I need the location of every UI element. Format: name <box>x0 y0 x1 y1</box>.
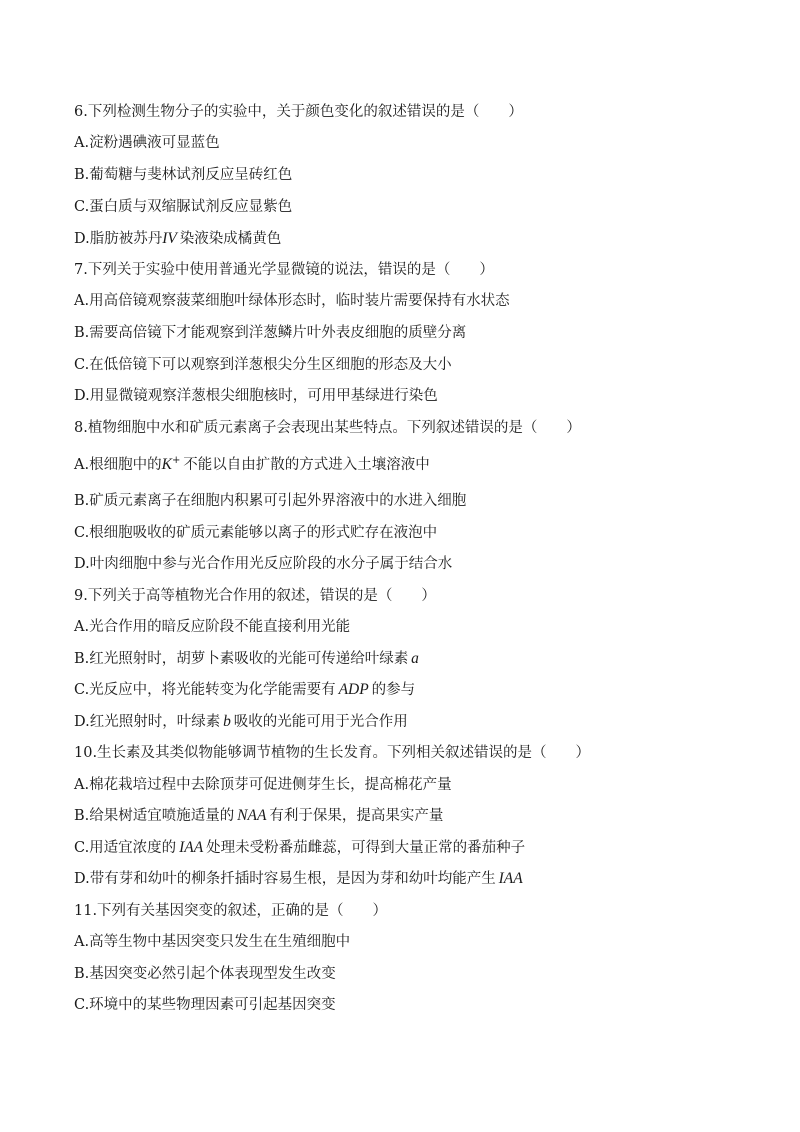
question-7-option-d: D.用显微镜观察洋葱根尖细胞核时，可用甲基绿进行染色 <box>74 388 438 404</box>
question-9-option-a: A.光合作用的暗反应阶段不能直接利用光能 <box>74 619 351 635</box>
question-6-stem: 6.下列检测生物分子的实验中，关于颜色变化的叙述错误的是（ ） <box>74 104 523 120</box>
question-10-option-a: A.棉花栽培过程中去除顶芽可促进侧芽生长，提高棉花产量 <box>74 777 452 793</box>
question-7-option-b: B.需要高倍镜下才能观察到洋葱鳞片叶外表皮细胞的质壁分离 <box>74 325 467 341</box>
option-italic-term: NAA <box>237 807 267 824</box>
option-text: D.红光照射时，叶绿素 <box>74 714 221 730</box>
question-10-stem: 10.生长素及其类似物能够调节植物的生长发育。下列相关叙述错误的是（ ） <box>74 745 591 761</box>
superscript-charge: + <box>171 455 181 467</box>
option-text: D.带有芽和幼叶的柳条扦插时容易生根，是因为芽和幼叶均能产生 <box>74 871 496 887</box>
question-11-option-c: C.环境中的某些物理因素可引起基因突变 <box>74 997 336 1013</box>
option-italic-term: IAA <box>498 870 523 887</box>
option-text: B.给果树适宜喷施适量的 <box>74 808 235 824</box>
option-text: 染液染成橘黄色 <box>179 231 282 247</box>
question-8-option-d: D.叶肉细胞中参与光合作用光反应阶段的水分子属于结合水 <box>74 556 453 572</box>
question-9-stem: 9.下列关于高等植物光合作用的叙述，错误的是（ ） <box>74 588 436 604</box>
option-text: C.用适宜浓度的 <box>74 840 177 856</box>
option-text: C.光反应中，将光能转变为化学能需要有 <box>74 682 336 698</box>
option-italic-term: b <box>223 713 231 730</box>
question-8-option-c: C.根细胞吸收的矿质元素能够以离子的形式贮存在液泡中 <box>74 525 438 541</box>
option-italic-term: ADP <box>338 681 369 698</box>
option-text: B.红光照射时，胡萝卜素吸收的光能可传递给叶绿素 <box>74 651 409 667</box>
question-9-option-d <box>74 713 774 731</box>
option-text: 的参与 <box>371 682 416 698</box>
question-8-option-a <box>74 456 774 474</box>
question-10-option-c <box>74 839 774 857</box>
option-text: 不能以自由扩散的方式进入土壤溶液中 <box>183 457 430 473</box>
question-10-option-b <box>74 807 774 825</box>
question-11-option-a: A.高等生物中基因突变只发生在生殖细胞中 <box>74 934 351 950</box>
option-text: A.根细胞中的 <box>74 457 162 473</box>
question-7-option-a: A.用高倍镜观察菠菜细胞叶绿体形态时，临时装片需要保持有水状态 <box>74 293 510 309</box>
question-9-option-c <box>74 681 774 699</box>
question-6-option-d <box>74 230 774 248</box>
option-italic-term: K <box>161 456 172 473</box>
question-8-option-b: B.矿质元素离子在细胞内积累可引起外界溶液中的水进入细胞 <box>74 493 467 509</box>
question-7-stem: 7.下列关于实验中使用普通光学显微镜的说法，错误的是（ ） <box>74 262 494 278</box>
option-text: 吸收的光能可用于光合作用 <box>233 714 408 730</box>
option-text: 处理未受粉番茄雌蕊，可得到大量正常的番茄种子 <box>206 840 526 856</box>
option-text: D.脂肪被苏丹 <box>74 231 163 247</box>
option-italic-term: IV <box>162 230 177 247</box>
question-6-option-c: C.蛋白质与双缩脲试剂反应显紫色 <box>74 199 293 215</box>
question-9-option-b <box>74 650 774 668</box>
question-10-option-d <box>74 870 774 888</box>
option-italic-term: a <box>411 650 419 667</box>
question-11-stem: 11.下列有关基因突变的叙述，正确的是（ ） <box>74 903 388 919</box>
question-7-option-c: C.在低倍镜下可以观察到洋葱根尖分生区细胞的形态及大小 <box>74 357 452 373</box>
question-8-stem: 8.植物细胞中水和矿质元素离子会表现出某些特点。下列叙述错误的是（ ） <box>74 420 581 436</box>
question-11-option-b: B.基因突变必然引起个体表现型发生改变 <box>74 966 336 982</box>
question-6-option-b: B.葡萄糖与斐林试剂反应呈砖红色 <box>74 167 293 183</box>
option-text: 有利于保果，提高果实产量 <box>269 808 444 824</box>
question-6-option-a: A.淀粉遇碘液可显蓝色 <box>74 135 220 151</box>
option-italic-term: IAA <box>179 839 204 856</box>
